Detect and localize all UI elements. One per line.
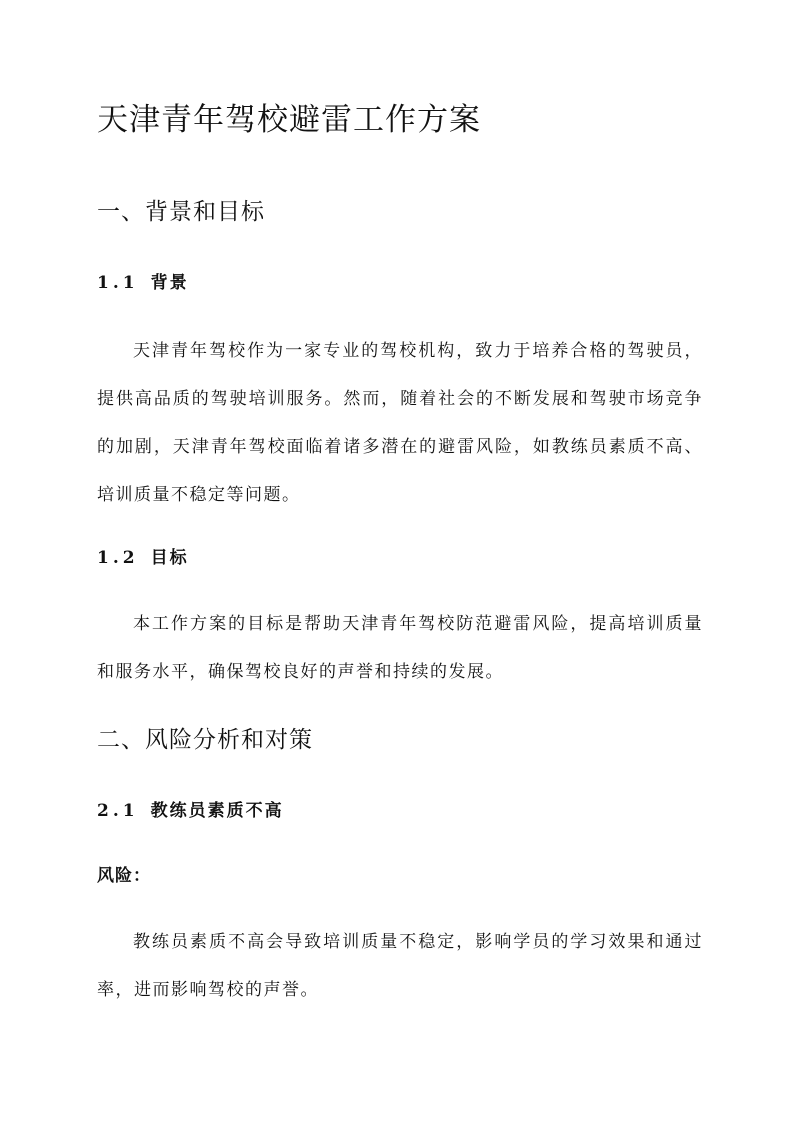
subsection-2-1-heading xyxy=(97,798,284,824)
goal-paragraph: 本工作方案的目标是帮助天津青年驾校防范避雷风险，提高培训质量和服务水平，确保驾校良好的声誉和持续的发展。 xyxy=(97,614,703,682)
document-title: 天津青年驾校避雷工作方案 xyxy=(97,102,481,138)
section-1-heading: 一、背景和目标 xyxy=(97,199,265,225)
subsection-number: 1.2 xyxy=(97,548,139,568)
section-2-heading: 二、风险分析和对策 xyxy=(97,727,313,753)
subsection-number: 1.1 xyxy=(97,273,139,293)
subsection-number: 2.1 xyxy=(97,801,139,821)
risk-paragraph: 教练员素质不高会导致培训质量不稳定，影响学员的学习效果和通过率，进而影响驾校的声誉。 xyxy=(97,932,703,1000)
background-paragraph: 天津青年驾校作为一家专业的驾校机构，致力于培养合格的驾驶员，提供高品质的驾驶培训服务。然而，随着社会的不断发展和驾驶市场竞争的加剧，天津青年驾校面临着诸多潜在的避雷风险，如教练员素质不高、培训质量不稳定等问题。 xyxy=(97,341,703,505)
subsection-title: 教练员素质不高 xyxy=(150,801,284,821)
subsection-1-1-heading xyxy=(97,270,189,296)
subsection-title: 目标 xyxy=(150,548,189,568)
risk-label: 风险： xyxy=(97,866,151,886)
subsection-1-2-heading xyxy=(97,545,189,571)
subsection-title: 背景 xyxy=(150,273,189,293)
